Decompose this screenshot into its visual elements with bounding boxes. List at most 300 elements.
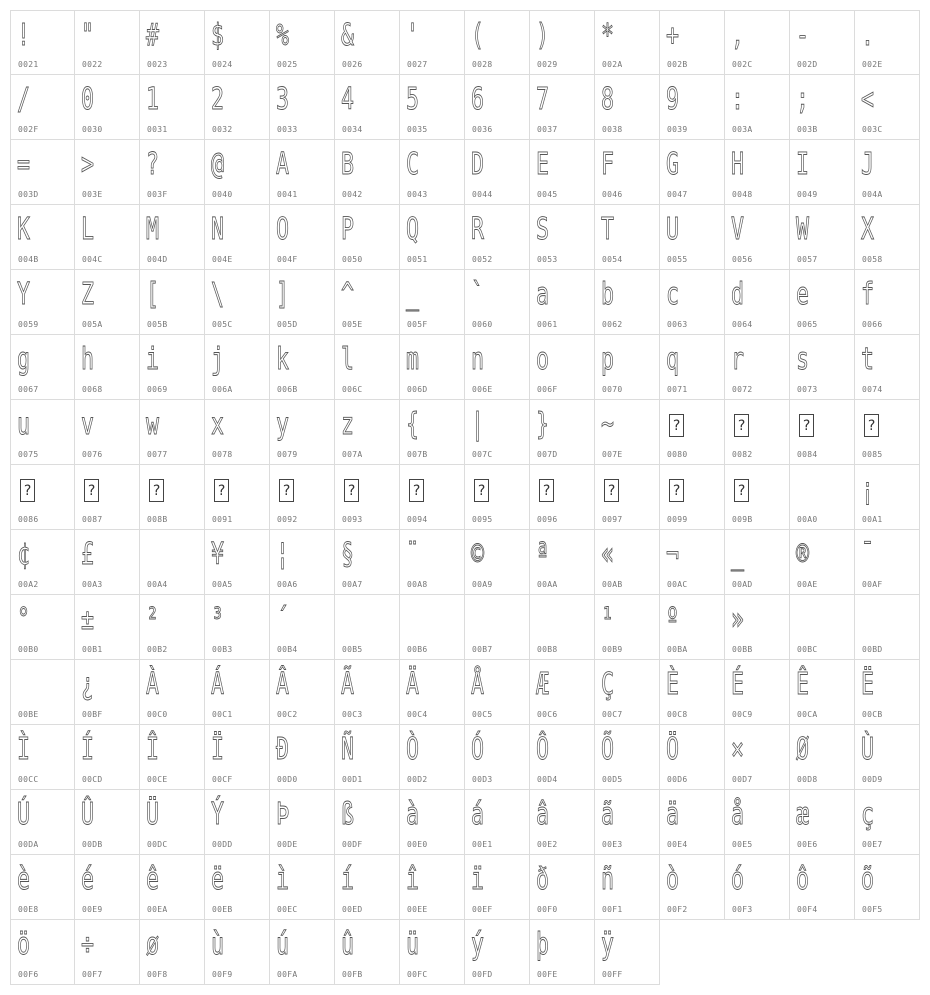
codepoint-label: 005A xyxy=(82,320,103,329)
glyph-sample: M xyxy=(146,212,160,247)
glyph-sample: ñ xyxy=(601,862,615,897)
codepoint-label: 0072 xyxy=(732,385,753,394)
glyph-sample: D xyxy=(471,147,485,182)
glyph-cell xyxy=(595,920,660,985)
codepoint-label: 003C xyxy=(862,125,883,134)
glyph-sample: Õ xyxy=(601,732,615,767)
glyph-sample: Ó xyxy=(471,732,485,767)
glyph-cell xyxy=(205,75,270,140)
glyph-cell xyxy=(75,790,140,855)
glyph-sample: b xyxy=(601,277,615,312)
notdef-glyph: ? xyxy=(279,479,294,502)
glyph-cell xyxy=(660,270,725,335)
glyph-cell xyxy=(270,400,335,465)
codepoint-label: 0034 xyxy=(342,125,363,134)
glyph-sample: â xyxy=(536,797,550,832)
glyph-cell xyxy=(270,855,335,920)
glyph-cell xyxy=(400,660,465,725)
glyph-cell xyxy=(10,75,75,140)
codepoint-label: 00B6 xyxy=(407,645,428,654)
codepoint-label: 006E xyxy=(472,385,493,394)
codepoint-label: 005C xyxy=(212,320,233,329)
codepoint-label: 00B0 xyxy=(18,645,39,654)
codepoint-label: 00D9 xyxy=(862,775,883,784)
glyph-sample: £ xyxy=(81,537,95,572)
glyph-sample: 0 xyxy=(81,82,95,117)
glyph-cell xyxy=(10,530,75,595)
codepoint-label: 00F0 xyxy=(537,905,558,914)
glyph-sample: Ï xyxy=(211,732,225,767)
codepoint-label: 0085 xyxy=(862,450,883,459)
codepoint-label: 00AB xyxy=(602,580,623,589)
codepoint-label: 00B9 xyxy=(602,645,623,654)
glyph-cell xyxy=(335,10,400,75)
glyph-cell xyxy=(530,725,595,790)
glyph-sample: ² xyxy=(146,602,160,637)
glyph-cell xyxy=(725,725,790,790)
glyph-cell xyxy=(75,725,140,790)
glyph-cell xyxy=(790,725,855,790)
glyph-sample: r xyxy=(731,342,745,377)
glyph-sample: z xyxy=(341,407,355,442)
codepoint-label: 00FC xyxy=(407,970,428,979)
codepoint-label: 0038 xyxy=(602,125,623,134)
glyph-sample: ' xyxy=(406,18,420,53)
codepoint-label: 0035 xyxy=(407,125,428,134)
glyph-sample: i xyxy=(146,342,160,377)
glyph-cell xyxy=(465,270,530,335)
codepoint-label: 00BA xyxy=(667,645,688,654)
glyph-cell xyxy=(725,530,790,595)
glyph-cell xyxy=(530,595,595,660)
glyph-sample: 3 xyxy=(276,82,290,117)
glyph-sample: C xyxy=(406,147,420,182)
glyph-cell xyxy=(530,855,595,920)
glyph-cell xyxy=(10,10,75,75)
glyph-sample: - xyxy=(796,18,810,53)
glyph-cell xyxy=(595,140,660,205)
codepoint-label: 00BE xyxy=(18,710,39,719)
glyph-cell xyxy=(400,790,465,855)
glyph-sample: ¬ xyxy=(666,537,680,572)
codepoint-label: 0041 xyxy=(277,190,298,199)
glyph-sample: Ò xyxy=(406,732,420,767)
glyph-sample: ` xyxy=(471,277,485,312)
codepoint-label: 005B xyxy=(147,320,168,329)
glyph-cell xyxy=(855,790,920,855)
glyph-cell xyxy=(465,335,530,400)
codepoint-label: 00C0 xyxy=(147,710,168,719)
codepoint-label: 0058 xyxy=(862,255,883,264)
glyph-cell xyxy=(10,400,75,465)
glyph-sample: % xyxy=(276,18,290,53)
glyph-sample: h xyxy=(81,342,95,377)
codepoint-label: 00F7 xyxy=(82,970,103,979)
codepoint-label: 0031 xyxy=(147,125,168,134)
glyph-cell xyxy=(660,725,725,790)
codepoint-label: 00EA xyxy=(147,905,168,914)
glyph-cell xyxy=(855,75,920,140)
codepoint-label: 0086 xyxy=(18,515,39,524)
glyph-cell xyxy=(790,10,855,75)
glyph-sample: n xyxy=(471,342,485,377)
codepoint-label: 0092 xyxy=(277,515,298,524)
glyph-sample: þ xyxy=(536,927,550,962)
codepoint-label: 0022 xyxy=(82,60,103,69)
glyph-cell xyxy=(725,465,790,530)
codepoint-label: 00E3 xyxy=(602,840,623,849)
glyph-cell xyxy=(335,595,400,660)
glyph-sample: Þ xyxy=(276,797,290,832)
notdef-glyph: ? xyxy=(799,414,814,437)
glyph-sample: ^ xyxy=(341,277,355,312)
codepoint-label: 00E7 xyxy=(862,840,883,849)
glyph-cell xyxy=(205,855,270,920)
glyph-sample: ÷ xyxy=(81,927,95,962)
glyph-sample: ° xyxy=(17,602,31,637)
glyph-sample: c xyxy=(666,277,680,312)
codepoint-label: 0060 xyxy=(472,320,493,329)
glyph-sample: 4 xyxy=(341,82,355,117)
glyph-sample: \ xyxy=(211,277,225,312)
codepoint-label: 00C3 xyxy=(342,710,363,719)
glyph-cell xyxy=(855,725,920,790)
glyph-sample: , xyxy=(731,18,745,53)
glyph-cell xyxy=(75,10,140,75)
glyph-cell xyxy=(400,205,465,270)
glyph-cell xyxy=(10,465,75,530)
glyph-sample: ´ xyxy=(276,602,290,637)
glyph-cell xyxy=(205,270,270,335)
codepoint-label: 00ED xyxy=(342,905,363,914)
glyph-sample: ê xyxy=(146,862,160,897)
glyph-cell xyxy=(530,530,595,595)
glyph-cell xyxy=(790,595,855,660)
glyph-cell xyxy=(140,140,205,205)
glyph-sample: f xyxy=(861,277,875,312)
glyph-sample: ù xyxy=(211,927,225,962)
codepoint-label: 00DA xyxy=(18,840,39,849)
glyph-cell xyxy=(205,530,270,595)
glyph-cell xyxy=(10,920,75,985)
glyph-sample: J xyxy=(861,147,875,182)
codepoint-label: 00CA xyxy=(797,710,818,719)
glyph-sample: 1 xyxy=(146,82,160,117)
glyph-sample: ® xyxy=(796,537,810,572)
glyph-sample: ] xyxy=(276,277,290,312)
glyph-cell xyxy=(790,660,855,725)
glyph-cell xyxy=(205,920,270,985)
glyph-cell xyxy=(140,75,205,140)
codepoint-label: 00D2 xyxy=(407,775,428,784)
glyph-cell xyxy=(725,400,790,465)
glyph-sample: A xyxy=(276,147,290,182)
codepoint-label: 00E1 xyxy=(472,840,493,849)
glyph-sample: w xyxy=(146,407,160,442)
codepoint-label: 00B2 xyxy=(147,645,168,654)
codepoint-label: 00F5 xyxy=(862,905,883,914)
codepoint-label: 002A xyxy=(602,60,623,69)
glyph-cell xyxy=(140,595,205,660)
codepoint-label: 003D xyxy=(18,190,39,199)
codepoint-label: 005E xyxy=(342,320,363,329)
glyph-cell xyxy=(140,465,205,530)
codepoint-label: 0026 xyxy=(342,60,363,69)
glyph-cell xyxy=(205,335,270,400)
glyph-cell xyxy=(595,790,660,855)
glyph-cell xyxy=(465,400,530,465)
glyph-sample: ¥ xyxy=(211,537,225,572)
codepoint-label: 00A9 xyxy=(472,580,493,589)
codepoint-label: 00FF xyxy=(602,970,623,979)
glyph-sample: Ç xyxy=(601,667,615,702)
glyph-cell xyxy=(140,855,205,920)
glyph-cell xyxy=(790,855,855,920)
glyph-sample: e xyxy=(796,277,810,312)
codepoint-label: 0094 xyxy=(407,515,428,524)
notdef-glyph: ? xyxy=(409,479,424,502)
glyph-cell xyxy=(530,75,595,140)
codepoint-label: 003E xyxy=(82,190,103,199)
codepoint-label: 00BB xyxy=(732,645,753,654)
glyph-cell xyxy=(75,270,140,335)
codepoint-label: 009B xyxy=(732,515,753,524)
codepoint-label: 00FB xyxy=(342,970,363,979)
glyph-cell xyxy=(140,725,205,790)
glyph-cell xyxy=(595,725,660,790)
glyph-cell xyxy=(335,855,400,920)
glyph-sample: @ xyxy=(211,147,225,182)
glyph-sample: ¦ xyxy=(276,537,290,572)
glyph-sample: _ xyxy=(406,277,420,312)
glyph-sample: Î xyxy=(146,732,160,767)
glyph-cell xyxy=(400,725,465,790)
codepoint-label: 0095 xyxy=(472,515,493,524)
codepoint-label: 0021 xyxy=(18,60,39,69)
codepoint-label: 00EB xyxy=(212,905,233,914)
glyph-sample: è xyxy=(17,862,31,897)
notdef-glyph: ? xyxy=(20,479,35,502)
glyph-cell xyxy=(465,140,530,205)
glyph-sample: 2 xyxy=(211,82,225,117)
glyph-cell xyxy=(660,595,725,660)
glyph-cell xyxy=(335,530,400,595)
glyph-sample: a xyxy=(536,277,550,312)
glyph-sample: é xyxy=(81,862,95,897)
codepoint-label: 00C8 xyxy=(667,710,688,719)
codepoint-label: 0047 xyxy=(667,190,688,199)
glyph-cell xyxy=(530,660,595,725)
codepoint-label: 00CE xyxy=(147,775,168,784)
glyph-sample: I xyxy=(796,147,810,182)
codepoint-label: 0042 xyxy=(342,190,363,199)
glyph-cell xyxy=(855,595,920,660)
glyph-cell xyxy=(595,595,660,660)
codepoint-label: 00CD xyxy=(82,775,103,784)
codepoint-label: 0064 xyxy=(732,320,753,329)
glyph-cell xyxy=(75,530,140,595)
glyph-sample: ) xyxy=(536,18,550,53)
glyph-cell xyxy=(400,140,465,205)
glyph-sample: Ô xyxy=(536,732,550,767)
glyph-cell xyxy=(725,10,790,75)
glyph-sample: Æ xyxy=(536,667,550,702)
glyph-cell xyxy=(790,75,855,140)
glyph-cell xyxy=(270,790,335,855)
glyph-cell xyxy=(10,725,75,790)
codepoint-label: 00F6 xyxy=(18,970,39,979)
notdef-glyph: ? xyxy=(864,414,879,437)
codepoint-label: 00E2 xyxy=(537,840,558,849)
glyph-sample: ß xyxy=(341,797,355,832)
glyph-sample: Ñ xyxy=(341,732,355,767)
codepoint-label: 004D xyxy=(147,255,168,264)
codepoint-label: 0063 xyxy=(667,320,688,329)
codepoint-label: 006B xyxy=(277,385,298,394)
codepoint-label: 00D3 xyxy=(472,775,493,784)
glyph-sample: ª xyxy=(536,537,550,572)
codepoint-label: 00AC xyxy=(667,580,688,589)
glyph-sample: ¿ xyxy=(81,667,95,702)
glyph-sample: W xyxy=(796,212,810,247)
glyph-sample: Ì xyxy=(17,732,31,767)
notdef-glyph: ? xyxy=(344,479,359,502)
glyph-cell xyxy=(725,335,790,400)
glyph-sample: Â xyxy=(276,667,290,702)
codepoint-label: 00D7 xyxy=(732,775,753,784)
glyph-sample: Í xyxy=(81,732,95,767)
glyph-cell xyxy=(335,205,400,270)
glyph-sample: j xyxy=(211,342,225,377)
glyph-sample: ~ xyxy=(601,407,615,442)
codepoint-label: 00F4 xyxy=(797,905,818,914)
glyph-cell xyxy=(465,790,530,855)
glyph-cell xyxy=(595,465,660,530)
glyph-sample: Y xyxy=(17,277,31,312)
glyph-sample: ò xyxy=(666,862,680,897)
codepoint-label: 00B4 xyxy=(277,645,298,654)
glyph-sample: ð xyxy=(536,862,550,897)
codepoint-label: 0023 xyxy=(147,60,168,69)
codepoint-label: 0071 xyxy=(667,385,688,394)
glyph-cell xyxy=(335,400,400,465)
codepoint-label: 003F xyxy=(147,190,168,199)
codepoint-label: 004E xyxy=(212,255,233,264)
codepoint-label: 0056 xyxy=(732,255,753,264)
glyph-cell xyxy=(335,140,400,205)
codepoint-label: 0059 xyxy=(18,320,39,329)
codepoint-label: 0084 xyxy=(797,450,818,459)
codepoint-label: 00D0 xyxy=(277,775,298,784)
glyph-cell xyxy=(75,335,140,400)
glyph-cell xyxy=(75,75,140,140)
codepoint-label: 0061 xyxy=(537,320,558,329)
glyph-cell xyxy=(270,205,335,270)
codepoint-label: 00FE xyxy=(537,970,558,979)
notdef-glyph: ? xyxy=(474,479,489,502)
glyph-sample: Z xyxy=(81,277,95,312)
glyph-cell xyxy=(140,270,205,335)
glyph-sample: G xyxy=(666,147,680,182)
codepoint-label: 0054 xyxy=(602,255,623,264)
codepoint-label: 007C xyxy=(472,450,493,459)
glyph-cell xyxy=(140,335,205,400)
glyph-sample: Ü xyxy=(146,797,160,832)
codepoint-label: 00F9 xyxy=(212,970,233,979)
glyph-cell xyxy=(595,10,660,75)
glyph-sample: Ú xyxy=(17,797,31,832)
codepoint-label: 005D xyxy=(277,320,298,329)
glyph-cell xyxy=(205,205,270,270)
glyph-sample: ø xyxy=(146,927,160,962)
codepoint-label: 0044 xyxy=(472,190,493,199)
glyph-cell xyxy=(790,270,855,335)
glyph-cell xyxy=(660,660,725,725)
codepoint-label: 0057 xyxy=(797,255,818,264)
glyph-cell xyxy=(205,140,270,205)
glyph-cell xyxy=(270,725,335,790)
glyph-cell xyxy=(270,595,335,660)
codepoint-label: 002D xyxy=(797,60,818,69)
glyph-sample: T xyxy=(601,212,615,247)
codepoint-label: 00B3 xyxy=(212,645,233,654)
codepoint-label: 00A7 xyxy=(342,580,363,589)
glyph-cell xyxy=(75,205,140,270)
codepoint-label: 0033 xyxy=(277,125,298,134)
glyph-cell xyxy=(465,10,530,75)
glyph-cell xyxy=(335,660,400,725)
glyph-sample: 7 xyxy=(536,82,550,117)
glyph-cell xyxy=(270,140,335,205)
glyph-cell xyxy=(335,790,400,855)
codepoint-label: 00A6 xyxy=(277,580,298,589)
glyph-cell xyxy=(855,335,920,400)
codepoint-label: 007D xyxy=(537,450,558,459)
glyph-sample: p xyxy=(601,342,615,377)
codepoint-label: 007E xyxy=(602,450,623,459)
glyph-sample: X xyxy=(861,212,875,247)
glyph-cell xyxy=(465,920,530,985)
glyph-cell xyxy=(530,10,595,75)
glyph-cell xyxy=(140,205,205,270)
codepoint-label: 0082 xyxy=(732,450,753,459)
glyph-cell xyxy=(140,400,205,465)
codepoint-label: 0027 xyxy=(407,60,428,69)
glyph-cell xyxy=(595,660,660,725)
codepoint-label: 00E6 xyxy=(797,840,818,849)
codepoint-label: 007A xyxy=(342,450,363,459)
glyph-cell xyxy=(595,270,660,335)
glyph-sample: L xyxy=(81,212,95,247)
glyph-sample: × xyxy=(731,732,745,767)
glyph-sample: H xyxy=(731,147,745,182)
glyph-sample: ; xyxy=(796,82,810,117)
codepoint-label: 0079 xyxy=(277,450,298,459)
glyph-cell xyxy=(205,10,270,75)
glyph-sample: N xyxy=(211,212,225,247)
codepoint-label: 00AF xyxy=(862,580,883,589)
glyph-sample: ç xyxy=(861,797,875,832)
glyph-cell xyxy=(400,335,465,400)
glyph-cell xyxy=(335,270,400,335)
glyph-sample: ¢ xyxy=(17,537,31,572)
codepoint-label: 006A xyxy=(212,385,233,394)
codepoint-label: 0066 xyxy=(862,320,883,329)
glyph-sample: á xyxy=(471,797,485,832)
glyph-sample: K xyxy=(17,212,31,247)
codepoint-label: 0036 xyxy=(472,125,493,134)
glyph-sample: à xyxy=(406,797,420,832)
